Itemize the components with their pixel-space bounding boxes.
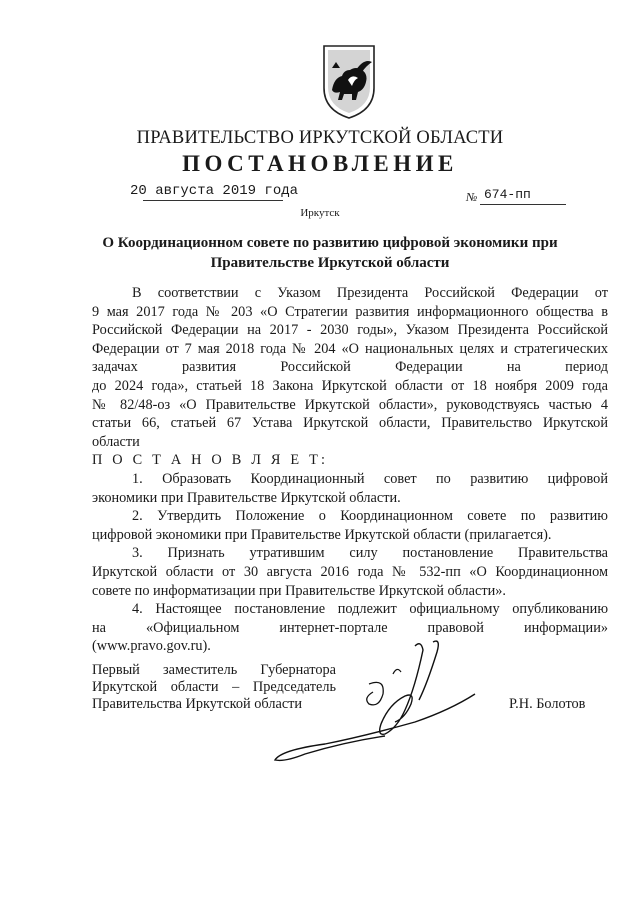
preamble-line: до 2024 года», статьей 18 Закона Иркутской области от 18 ноября 2009 года [92,377,608,394]
position-line: Иркутской области – Председатель [92,679,336,695]
city-name: Иркутск [300,207,340,219]
item-line: 1. Образовать Координационный совет по развитию цифровой [132,470,608,487]
number-sign: № [466,190,478,204]
document-body [92,284,608,656]
preamble-line: Федерации от 7 мая 2018 года № 204 «О национальных целях и стратегических [92,340,608,357]
title-line: Правительстве Иркутской области [210,255,450,271]
preamble-line: Российской Федерации на 2017 - 2030 годы», Указом Президента Российской [92,322,608,339]
item-line: (www.pravo.gov.ru). [92,638,211,655]
item-line: 4. Настоящее постановление подлежит официальному опубликованию [132,601,608,618]
item-line: Иркутской области от 30 августа 2016 года № 532-пп «О Координационном [92,563,608,580]
item-line: на «Официальном интернет-портале правовой информации» [92,619,608,636]
preamble-line: № 82/48-оз «О Правительстве Иркутской области», руководствуясь частью 4 [92,396,608,413]
number-underline [480,204,566,205]
signatory-name: Р.Н. Болотов [509,696,586,712]
coat-of-arms-icon [318,40,380,122]
organization-name: ПРАВИТЕЛЬСТВО ИРКУТСКОЙ ОБЛАСТИ [136,128,504,148]
document-type: ПОСТАНОВЛЕНИЕ [182,151,458,176]
item-line: 3. Признать утратившим силу постановление Правительства [132,545,608,562]
date-underline [143,200,283,201]
preamble-line: статьи 66, статьей 67 Устава Иркутской области, Правительство Иркутской [92,415,608,432]
item-line: цифровой экономики при Правительстве Иркутской области (прилагается). [92,526,552,543]
item-line: совете по информатизации при Правительстве Иркутской области». [92,582,506,599]
title-line: О Координационном совете по развитию цифровой экономики при [102,235,558,251]
preamble-line: В соответствии с Указом Президента Российской Федерации от [132,285,608,301]
decree-word: П О С Т А Н О В Л Я Е Т: [92,452,329,469]
handwritten-signature [265,638,485,768]
position-line: Правительства Иркутской области [92,696,303,712]
position-line: Первый заместитель Губернатора [92,662,336,678]
document-date: 20 августа 2019 года [130,183,299,199]
document-title [60,233,600,273]
preamble-line: задачах развития Российской Федерации на период [92,359,608,376]
item-line: экономики при Правительстве Иркутской области. [92,489,401,506]
preamble-line: 9 мая 2017 года № 203 «О Стратегии развития информационного общества в [92,303,608,320]
preamble-line: области [92,433,140,450]
document-number: 674-пп [484,187,531,202]
item-line: 2. Утвердить Положение о Координационном совете по развитию [132,508,608,525]
